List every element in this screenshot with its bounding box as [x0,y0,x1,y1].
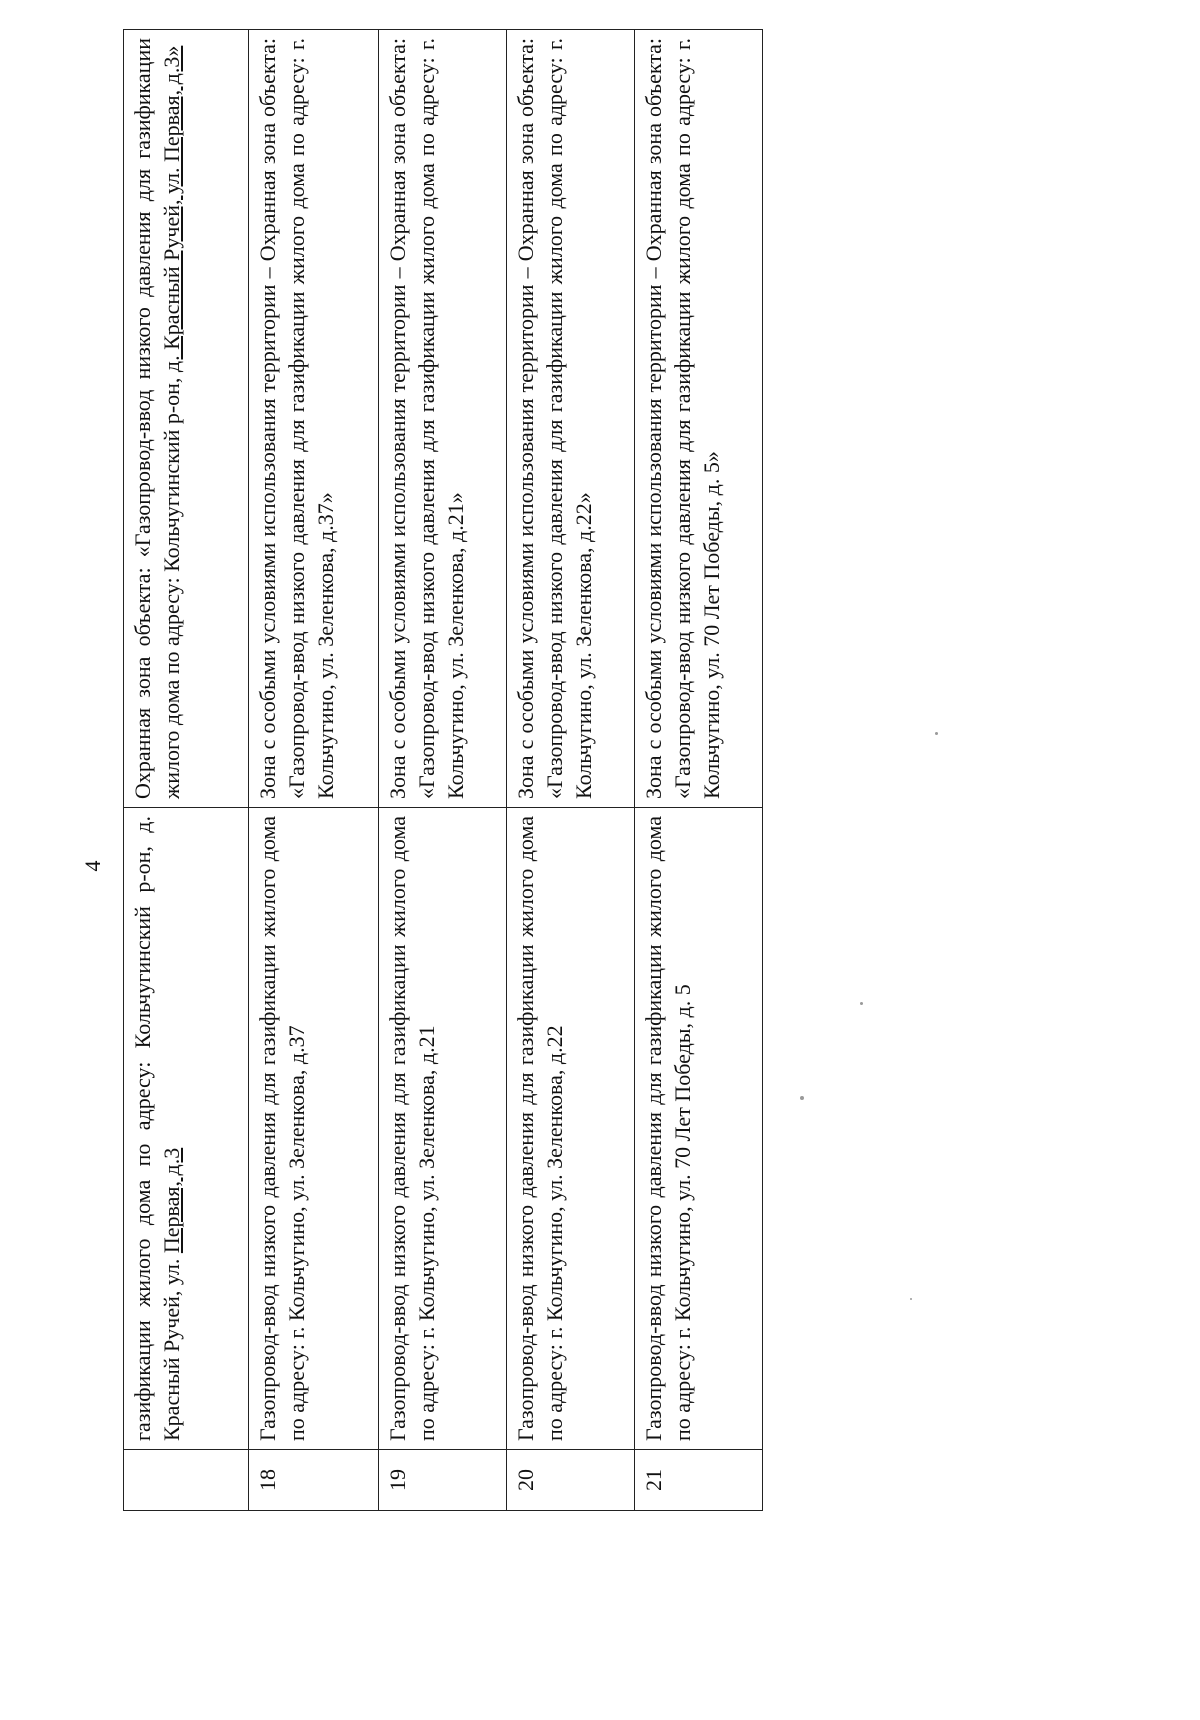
scan-speck [860,1002,863,1005]
table-row [635,30,763,1511]
scan-speck [800,1096,804,1100]
zone-description-text: Охранная зона объекта: «Газопровод-ввод низкого давления для газификации жилого дома по адресу: Кольчугинский р-он, [130,38,184,799]
object-name-cell: Газопровод-ввод низкого давления для газификации жилого дома по адресу: г. Кольчугино, ул. Зеленкова, д.21 [379,808,507,1450]
table-row-continuation [124,30,249,1511]
object-name-cell [124,808,249,1450]
zone-description-cell: Зона с особыми условиями использования территории – Охранная зона объекта: «Газопровод-ввод низкого давления для газификации жилого дома по адресу: г. Кольчугино, ул. Зеленкова, д.37» [249,30,379,808]
object-name-cell: Газопровод-ввод низкого давления для газификации жилого дома по адресу: г. Кольчугино, ул. 70 Лет Победы, д. 5 [635,808,763,1450]
zones-table [123,29,763,1511]
scan-speck [910,1298,912,1300]
zone-description-cell: Зона с особыми условиями использования территории – Охранная зона объекта: «Газопровод-ввод низкого давления для газификации жилого дома по адресу: г. Кольчугино, ул. 70 Лет Победы, д. 5» [635,30,763,808]
zone-description-cell: Зона с особыми условиями использования территории – Охранная зона объекта: «Газопровод-ввод низкого давления для газификации жилого дома по адресу: г. Кольчугино, ул. Зеленкова, д.21» [379,30,507,808]
scan-speck [935,732,938,735]
page-number: 4 [80,860,105,872]
row-number-cell: 20 [507,1450,635,1511]
table-row [379,30,507,1511]
zone-description-cell [124,30,249,808]
row-number-cell [124,1450,249,1511]
table-row [507,30,635,1511]
object-name-underlined: Первая, д.3 [159,1147,184,1254]
row-number-cell: 18 [249,1450,379,1511]
table-row [249,30,379,1511]
row-number-cell: 21 [635,1450,763,1511]
zone-description-underlined: д. Красный Ручей, ул. Первая, д.3» [159,45,184,373]
object-name-cell: Газопровод-ввод низкого давления для газификации жилого дома по адресу: г. Кольчугино, ул. Зеленкова, д.22 [507,808,635,1450]
object-name-text: газификации жилого дома по адресу: Кольчугинский р-он, д. Красный Ручей, ул. [130,816,184,1441]
row-number-cell: 19 [379,1450,507,1511]
object-name-cell: Газопровод-ввод низкого давления для газификации жилого дома по адресу: г. Кольчугино, ул. Зеленкова, д.37 [249,808,379,1450]
zone-description-cell: Зона с особыми условиями использования территории – Охранная зона объекта: «Газопровод-ввод низкого давления для газификации жилого дома по адресу: г. Кольчугино, ул. Зеленкова, д.22» [507,30,635,808]
